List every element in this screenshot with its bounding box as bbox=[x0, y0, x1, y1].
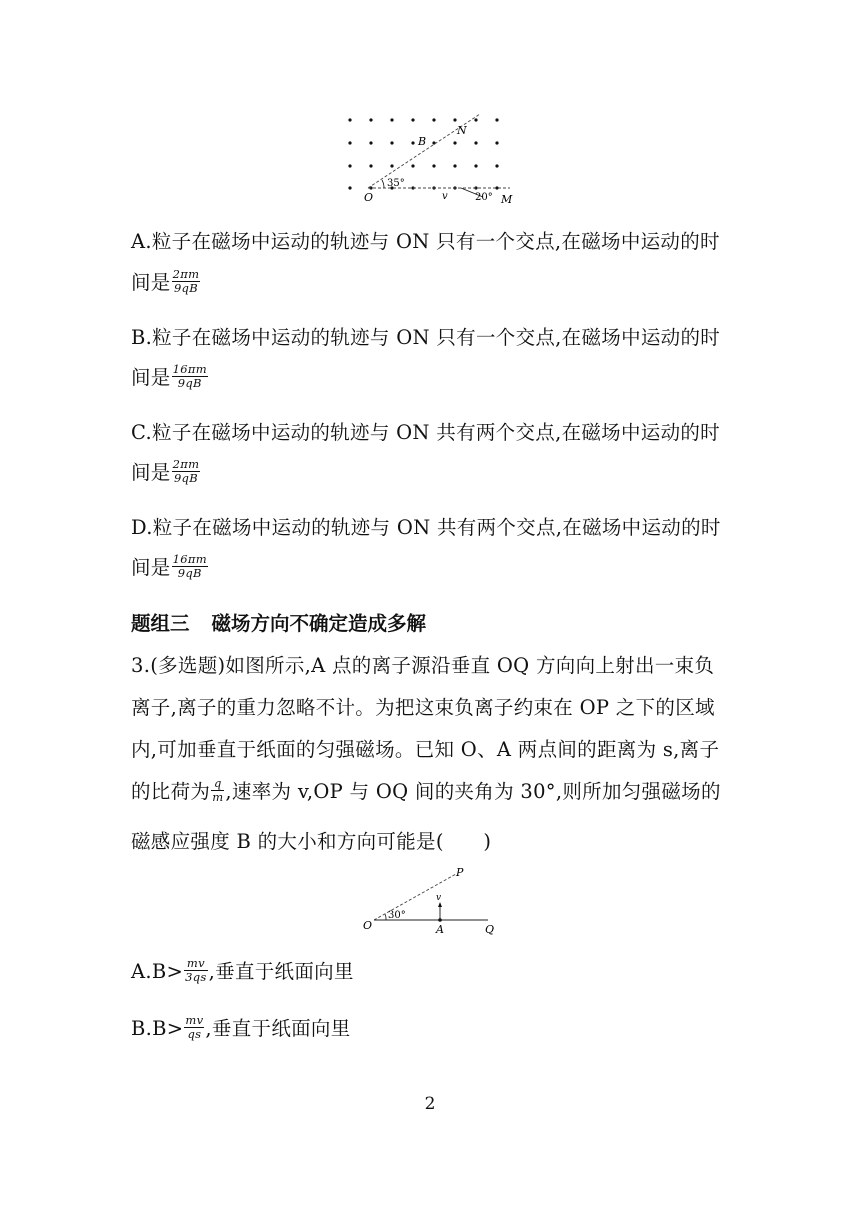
field-dot bbox=[348, 118, 351, 121]
charge-mass-fraction bbox=[211, 777, 224, 803]
section-title: 磁场方向不确定造成多解 bbox=[211, 612, 427, 635]
q3-line4 bbox=[131, 776, 721, 806]
field-dot bbox=[348, 186, 351, 189]
q3-line5: 磁感应强度 B 的大小和方向可能是( ) bbox=[131, 830, 492, 853]
fraction-numerator: mv bbox=[185, 1013, 204, 1028]
option-c-line1: C.粒子在磁场中运动的轨迹与 ON 共有两个交点,在磁场中运动的时 bbox=[131, 421, 720, 444]
field-dot bbox=[453, 164, 456, 167]
label-angle-20: 20° bbox=[475, 192, 493, 203]
option-b-fraction bbox=[172, 363, 208, 389]
fraction-numerator: mv bbox=[184, 957, 207, 971]
field-dot bbox=[453, 141, 456, 144]
q3-line1: 3.(多选题)如图所示,A 点的离子源沿垂直 OQ 方向向上射出一束负 bbox=[131, 654, 715, 677]
field-dot bbox=[411, 164, 414, 167]
q3-option-a bbox=[131, 956, 354, 986]
fraction-denominator: 9qB bbox=[173, 281, 198, 295]
fraction-numerator: 2πm bbox=[172, 267, 200, 282]
field-dot bbox=[474, 141, 477, 144]
field-dot bbox=[348, 141, 351, 144]
fraction-numerator: q bbox=[211, 777, 224, 791]
option-d-line1: D.粒子在磁场中运动的轨迹与 ON 共有两个交点,在磁场中运动的时 bbox=[131, 516, 721, 539]
label-Q: Q bbox=[485, 923, 495, 936]
field-dot bbox=[369, 118, 372, 121]
field-dot bbox=[411, 141, 414, 144]
q3-option-a-fraction bbox=[184, 957, 207, 983]
field-dot bbox=[474, 118, 477, 121]
option-c-prefix: 间是 bbox=[131, 461, 171, 484]
field-dot bbox=[495, 118, 498, 121]
label-M: M bbox=[501, 193, 513, 205]
line-OP bbox=[374, 874, 456, 920]
q3-option-b-prefix: B.B> bbox=[131, 1017, 184, 1040]
fraction-numerator: 16πm bbox=[172, 362, 207, 377]
q3-line2: 离子,离子的重力忽略不计。为把这束负离子约束在 OP 之下的区域 bbox=[131, 696, 715, 719]
q3-line4-prefix: 的比荷为 bbox=[131, 780, 211, 803]
fraction-numerator: 2πm bbox=[172, 457, 200, 472]
label-v: v bbox=[442, 191, 448, 202]
figure-op-oq bbox=[360, 862, 510, 937]
option-a-prefix: 间是 bbox=[131, 271, 171, 294]
q3-option-b-fraction bbox=[184, 1014, 204, 1040]
option-a-line2 bbox=[131, 267, 201, 297]
field-dot bbox=[474, 164, 477, 167]
q3-option-a-prefix: A.B> bbox=[131, 960, 184, 983]
section-label: 题组三 bbox=[131, 612, 190, 635]
option-b-prefix: 间是 bbox=[131, 366, 171, 389]
point-A bbox=[438, 918, 442, 922]
label-angle-30: 30° bbox=[388, 910, 406, 921]
label-P: P bbox=[456, 866, 464, 879]
figure-magnetic-field bbox=[338, 110, 523, 205]
field-dots bbox=[348, 118, 498, 189]
label-A: A bbox=[436, 923, 444, 936]
label-O: O bbox=[364, 191, 374, 204]
field-dot bbox=[390, 118, 393, 121]
field-dot bbox=[369, 141, 372, 144]
fraction-denominator: 3qs bbox=[185, 970, 207, 984]
option-d-fraction bbox=[172, 553, 208, 579]
option-b-line2 bbox=[131, 362, 209, 392]
q3-line4-suffix: ,速率为 v,OP 与 OQ 间的夹角为 30°,则所加匀强磁场的 bbox=[225, 780, 721, 803]
fraction-denominator: m bbox=[212, 790, 224, 804]
field-dot bbox=[432, 164, 435, 167]
field-dot bbox=[453, 118, 456, 121]
option-a-fraction bbox=[172, 268, 201, 294]
option-c-line2 bbox=[131, 457, 201, 487]
fraction-denominator: 9qB bbox=[177, 376, 202, 390]
label-B: B bbox=[418, 135, 427, 148]
q3-option-a-suffix: ,垂直于纸面向里 bbox=[208, 960, 354, 983]
q3-line3: 内,可加垂直于纸面的匀强磁场。已知 O、A 两点间的距离为 s,离子 bbox=[131, 738, 720, 761]
field-dot bbox=[390, 164, 393, 167]
option-a-line1: A.粒子在磁场中运动的轨迹与 ON 只有一个交点,在磁场中运动的时 bbox=[131, 230, 720, 253]
field-dot bbox=[495, 164, 498, 167]
option-c-fraction bbox=[172, 458, 201, 484]
section-heading bbox=[131, 608, 426, 636]
field-dot bbox=[348, 164, 351, 167]
field-dot bbox=[495, 141, 498, 144]
field-dot bbox=[390, 141, 393, 144]
label-angle-35: 35° bbox=[387, 178, 405, 189]
fraction-denominator: 9qB bbox=[173, 471, 198, 485]
angle-arc-35 bbox=[382, 180, 384, 188]
field-dot bbox=[369, 164, 372, 167]
q3-option-b-suffix: ,垂直于纸面向里 bbox=[205, 1017, 351, 1040]
angle-arc-30 bbox=[385, 914, 386, 920]
option-b-line1: B.粒子在磁场中运动的轨迹与 ON 只有一个交点,在磁场中运动的时 bbox=[131, 326, 721, 349]
q3-option-b bbox=[131, 1013, 351, 1043]
fraction-numerator: 16πm bbox=[172, 552, 207, 567]
fraction-denominator: 9qB bbox=[177, 566, 202, 580]
field-dot bbox=[411, 118, 414, 121]
option-d-prefix: 间是 bbox=[131, 556, 171, 579]
label-N: N bbox=[457, 124, 467, 137]
page-number: 2 bbox=[424, 1094, 436, 1114]
label-O: O bbox=[363, 919, 373, 932]
fraction-denominator: qs bbox=[187, 1027, 202, 1041]
label-v: v bbox=[436, 893, 442, 903]
field-dot bbox=[432, 118, 435, 121]
option-d-line2 bbox=[131, 552, 209, 582]
